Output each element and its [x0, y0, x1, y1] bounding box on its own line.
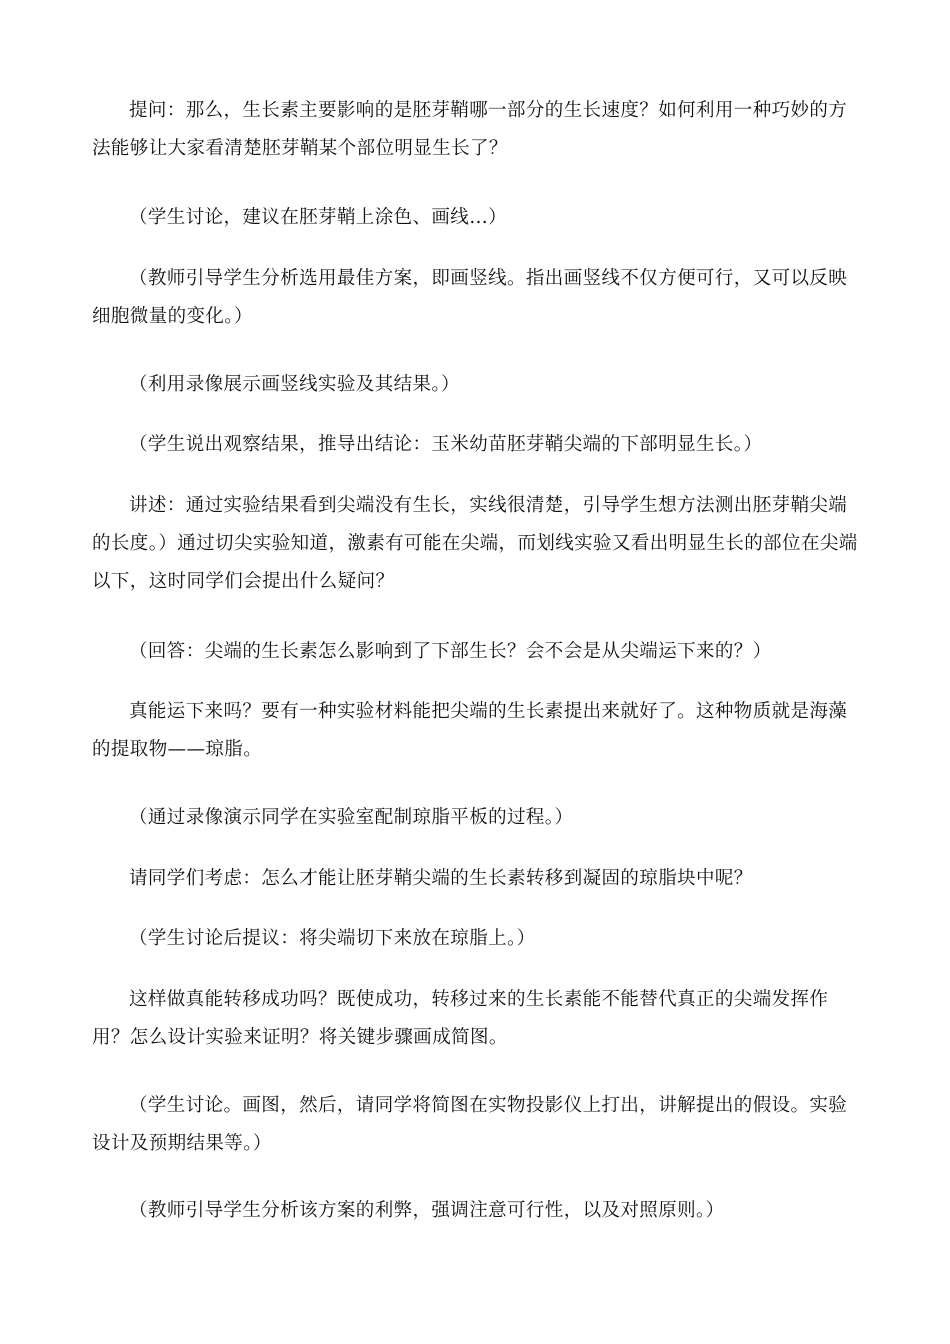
paragraph-video-vertical-line: （利用录像展示画竖线实验及其结果。）: [129, 374, 460, 395]
paragraph-video-agar-plate: （通过录像演示同学在实验室配制琼脂平板的过程。）: [129, 807, 574, 828]
paragraph-question-growth-part: 提问：那么，生长素主要影响的是胚芽鞘哪一部分的生长速度？如何利用一种巧妙的方法能够让大家看清楚胚芽鞘某个部位明显生长了？: [92, 100, 848, 159]
paragraph-narration-tip-experiment: 讲述：通过实验结果看到尖端没有生长，实线很清楚，引导学生想方法测出胚芽鞘尖端的长度。）通过切尖实验知道，激素有可能在尖端，而划线实验又看出明显生长的部位在尖端以下，这时同学们会提出什么疑问？: [92, 495, 858, 592]
paragraph-answer-transport: （回答：尖端的生长素怎么影响到了下部生长？会不会是从尖端运下来的？）: [129, 641, 772, 662]
paragraph-teacher-guide-vertical-line: （教师引导学生分析选用最佳方案，即画竖线。指出画竖线不仅方便可行，又可以反映细胞微量的变化。）: [92, 268, 848, 327]
paragraph-agar-extract: 真能运下来吗？要有一种实验材料能把尖端的生长素提出来就好了。这种物质就是海藻的提取物——琼脂。: [92, 701, 848, 760]
paragraph-consider-transfer: 请同学们考虑：怎么才能让胚芽鞘尖端的生长素转移到凝固的琼脂块中呢？: [129, 868, 753, 889]
paragraph-student-proposal: （学生讨论后提议：将尖端切下来放在琼脂上。）: [129, 928, 536, 949]
paragraph-student-observation: （学生说出观察结果，推导出结论：玉米幼苗胚芽鞘尖端的下部明显生长。）: [129, 434, 763, 455]
paragraph-teacher-analysis-control: （教师引导学生分析该方案的利弊，强调注意可行性，以及对照原则。）: [129, 1200, 725, 1221]
paragraph-student-draw-diagram: （学生讨论。画图，然后，请同学将简图在实物投影仪上打出，讲解提出的假设。实验设计及预期结果等。）: [92, 1095, 848, 1154]
paragraph-design-experiment: 这样做真能转移成功吗？既使成功，转移过来的生长素能不能替代真正的尖端发挥作用？怎么设计实验来证明？将关键步骤画成简图。: [92, 989, 829, 1048]
paragraph-student-discussion-color: （学生讨论，建议在胚芽鞘上涂色、画线…）: [129, 207, 508, 228]
